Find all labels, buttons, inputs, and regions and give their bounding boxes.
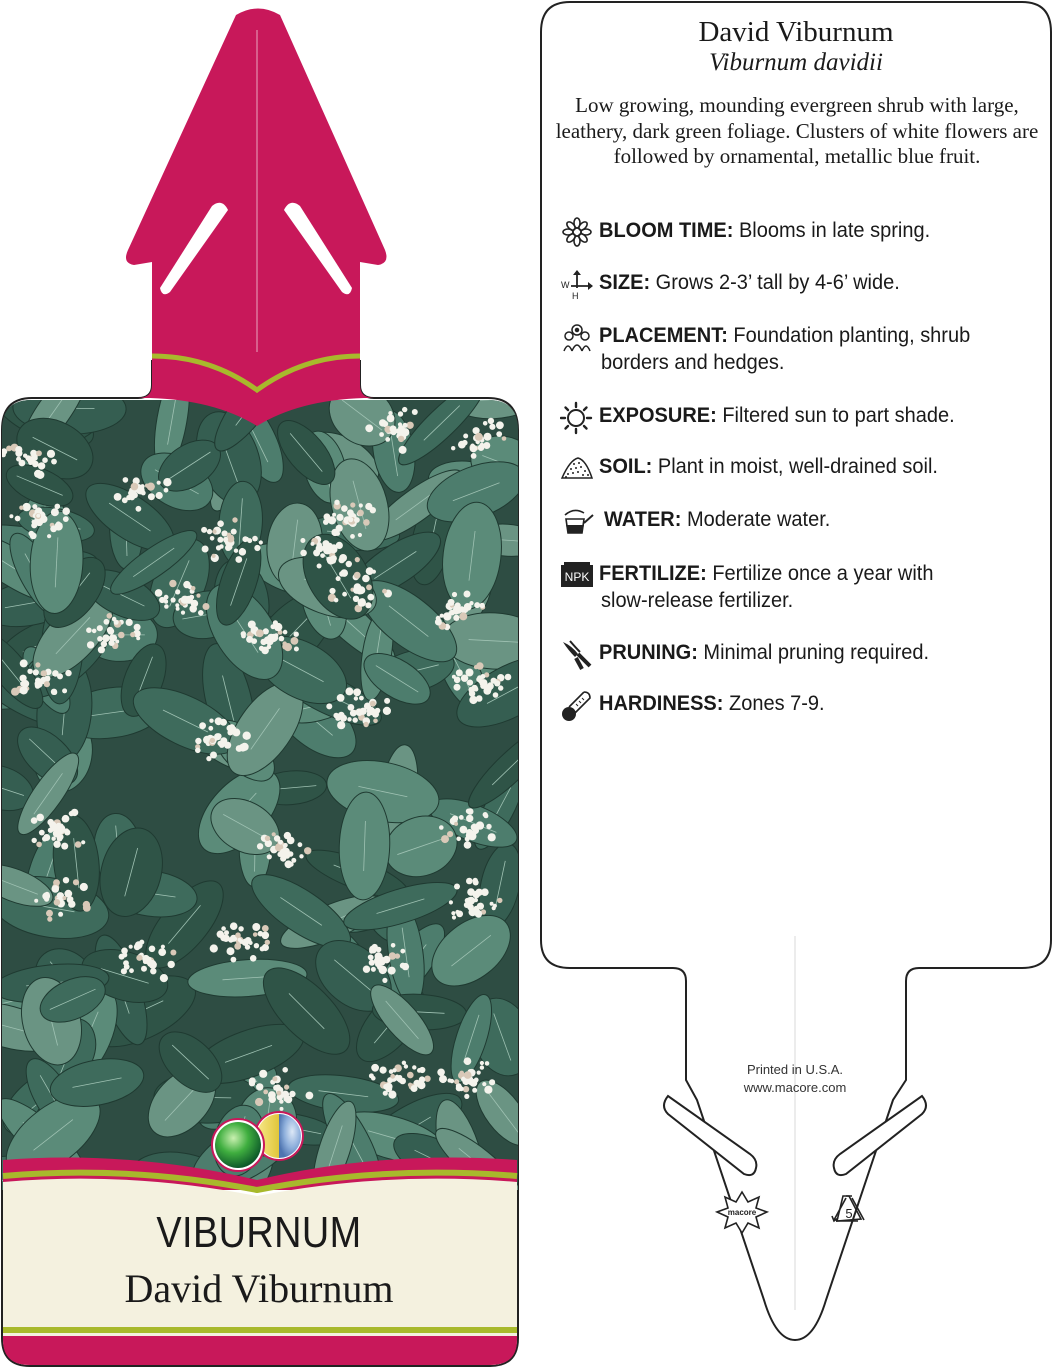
detail-text: Grows 2-3’ tall by 4-6’ wide. — [655, 270, 900, 294]
svg-text:H: H — [572, 291, 579, 301]
detail-text-line2: slow-release fertilizer. — [601, 588, 794, 612]
front-common-name: VIBURNUM — [156, 1208, 362, 1257]
recycle-number: 5 — [845, 1206, 853, 1221]
back-tag-outline — [541, 2, 1051, 1340]
detail-label: BLOOM TIME: — [599, 218, 734, 242]
svg-text:W: W — [561, 280, 570, 290]
detail-label: PLACEMENT: — [599, 323, 728, 347]
back-latin-name: Viburnum davidii — [709, 49, 883, 76]
detail-text: Minimal pruning required. — [703, 640, 930, 664]
website-text: www.macore.com — [743, 1080, 847, 1095]
flower-icon — [560, 216, 594, 250]
front-label-panel — [3, 1158, 517, 1366]
detail-text: Moderate water. — [686, 507, 831, 531]
back-title: David Viburnum — [698, 16, 894, 48]
detail-text-line2: borders and hedges. — [601, 350, 785, 374]
soil-icon — [560, 452, 594, 486]
detail-text: Filtered sun to part shade. — [722, 403, 955, 427]
detail-text: Foundation planting, shrub — [733, 323, 971, 347]
back-description: Low growing, mounding evergreen shrub with large, leathery, dark green foliage. Clusters of white flowers are followed by ornamental, metallic blue fruit. — [555, 93, 1039, 168]
size-icon — [560, 268, 594, 302]
detail-label: FERTILIZE: — [599, 561, 707, 585]
front-variety-name: David Viburnum — [124, 1266, 394, 1311]
pruners-icon — [560, 638, 594, 672]
macore-logo-text: macore — [727, 1208, 757, 1217]
detail-text: Zones 7-9. — [728, 691, 825, 715]
detail-label: EXPOSURE: — [599, 403, 717, 427]
sun-icon — [560, 401, 594, 435]
svg-text:NPK: NPK — [564, 570, 590, 584]
detail-text: Blooms in late spring. — [738, 218, 931, 242]
detail-label: PRUNING: — [599, 640, 698, 664]
detail-label: SOIL: — [599, 454, 653, 478]
detail-label: HARDINESS: — [599, 691, 724, 715]
detail-text: Fertilize once a year with — [712, 561, 934, 585]
front-tag-arrow — [126, 9, 386, 401]
macore-logo-icon — [717, 1192, 767, 1233]
plant-photo — [0, 339, 572, 1225]
watering-can-icon — [560, 505, 594, 539]
detail-label: SIZE: — [599, 270, 651, 294]
detail-text: Plant in moist, well-drained soil. — [657, 454, 938, 478]
detail-label: WATER: — [604, 507, 682, 531]
placement-icon — [560, 321, 594, 355]
npk-icon — [560, 559, 594, 593]
printed-in-text: Printed in U.S.A. — [746, 1062, 844, 1077]
thermometer-icon — [560, 689, 594, 723]
